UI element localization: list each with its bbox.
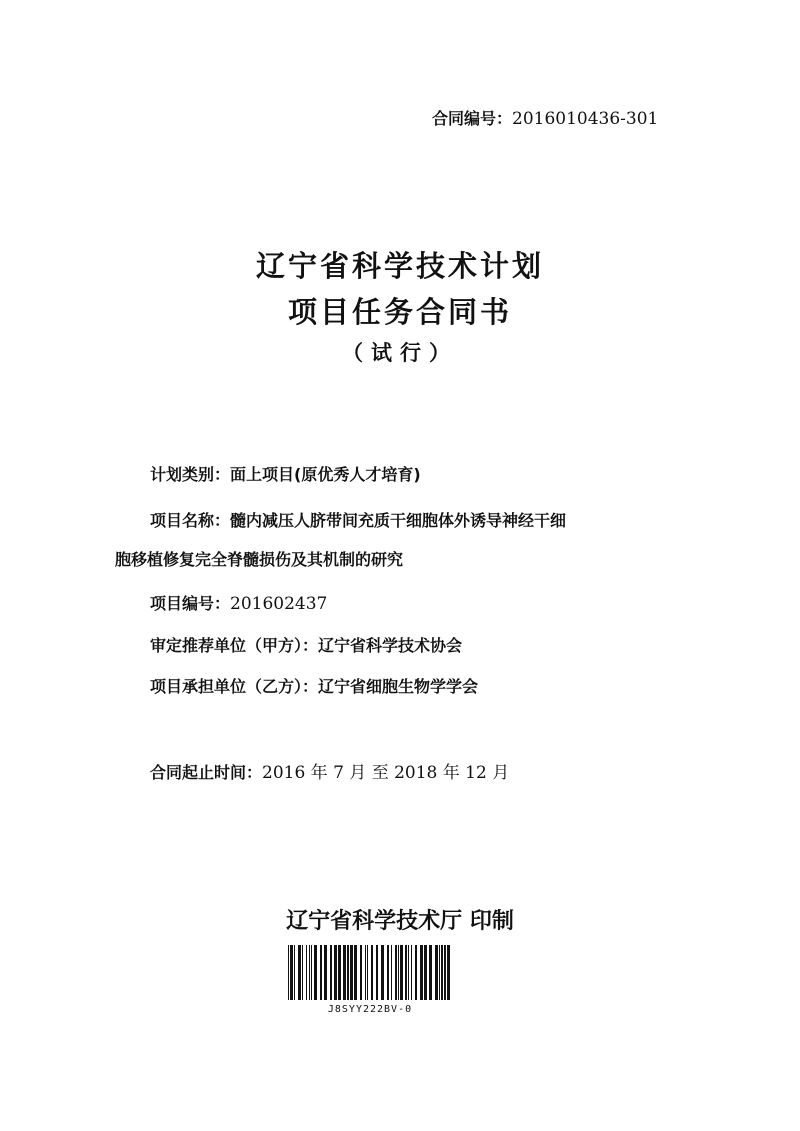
barcode-bar xyxy=(290,945,293,1000)
barcode-bar xyxy=(298,945,301,1000)
barcode-bar xyxy=(334,945,337,1000)
project-code-value: 201602437 xyxy=(230,594,328,614)
barcode-bar xyxy=(350,945,353,1000)
project-name-value-line2: 胞移植修复完全脊髓损伤及其机制的研究 xyxy=(115,550,404,569)
project-code-label: 项目编号： xyxy=(150,594,231,613)
barcode-bar xyxy=(338,945,341,1000)
project-name-continuation xyxy=(115,547,403,570)
barcode-number: J8SYY222BV-0 xyxy=(327,1004,413,1015)
barcode-bar xyxy=(395,945,397,1000)
barcode-bar xyxy=(294,945,295,1000)
plan-type-label: 计划类别： xyxy=(150,465,231,484)
barcode-bar xyxy=(424,945,427,1000)
barcode-bar xyxy=(400,945,403,1000)
contract-number-label: 合同编号： xyxy=(432,109,513,128)
barcode-bar xyxy=(365,945,366,1000)
barcode-bar xyxy=(360,945,362,1000)
barcode-bar xyxy=(387,945,389,1000)
barcode-icon xyxy=(286,945,454,1000)
barcode-bar xyxy=(320,945,322,1000)
barcode-bar xyxy=(435,945,438,1000)
barcode-bar xyxy=(306,945,307,1000)
party-a-field xyxy=(150,633,462,656)
barcode-bar xyxy=(444,945,446,1000)
party-a-label: 审定推荐单位（甲方）： xyxy=(150,636,319,655)
barcode-bar xyxy=(324,945,327,1000)
barcode-bar xyxy=(381,945,384,1000)
barcode-bar xyxy=(411,945,412,1000)
barcode-bar xyxy=(405,945,407,1000)
document-subtitle: （试行） xyxy=(342,341,458,365)
project-name-value-line1: 髓内减压人脐带间充质干细胞体外诱导神经干细 xyxy=(230,511,567,530)
barcode-bar xyxy=(314,945,317,1000)
barcode-bar xyxy=(415,945,417,1000)
plan-type-field xyxy=(150,462,421,485)
barcode-bar xyxy=(343,945,346,1000)
barcode-bar xyxy=(309,945,310,1000)
printer-line: 辽宁省科学技术厅 印制 xyxy=(286,909,514,934)
barcode-bar xyxy=(447,945,450,1000)
barcode-bar xyxy=(367,945,368,1000)
barcode-bar xyxy=(288,945,289,1000)
barcode-bar xyxy=(347,945,349,1000)
document-title-line2: 项目任务合同书 xyxy=(287,295,512,329)
barcode-bar xyxy=(311,945,312,1000)
party-a-value: 辽宁省科学技术协会 xyxy=(318,636,463,655)
contract-period-field xyxy=(150,758,509,783)
party-b-value: 辽宁省细胞生物学学会 xyxy=(318,677,479,696)
contract-period-label: 合同起止时间： xyxy=(150,763,263,782)
barcode-bar xyxy=(420,945,423,1000)
project-name-field xyxy=(150,508,566,531)
barcode-bar xyxy=(408,945,409,1000)
document-title-line1: 辽宁省科学技术计划 xyxy=(255,249,544,283)
plan-type-value: 面上项目(原优秀人才培育) xyxy=(230,465,421,484)
barcode-bar xyxy=(429,945,432,1000)
barcode-bar xyxy=(330,945,332,1000)
barcode-bar xyxy=(439,945,440,1000)
project-code-field xyxy=(150,591,327,614)
barcode-bar xyxy=(391,945,392,1000)
barcode-bar xyxy=(376,945,378,1000)
contract-number xyxy=(432,106,658,129)
barcode-bar xyxy=(302,945,303,1000)
contract-number-value: 2016010436-301 xyxy=(512,109,659,129)
party-b-field xyxy=(150,674,478,697)
project-name-label: 项目名称： xyxy=(150,511,231,530)
barcode-bar xyxy=(398,945,399,1000)
barcode-bar xyxy=(441,945,443,1000)
contract-period-value: 2016 年 7 月 至 2018 年 12 月 xyxy=(262,763,510,783)
party-b-label: 项目承担单位（乙方）： xyxy=(150,677,319,696)
barcode-bar xyxy=(371,945,373,1000)
barcode-bar xyxy=(354,945,357,1000)
